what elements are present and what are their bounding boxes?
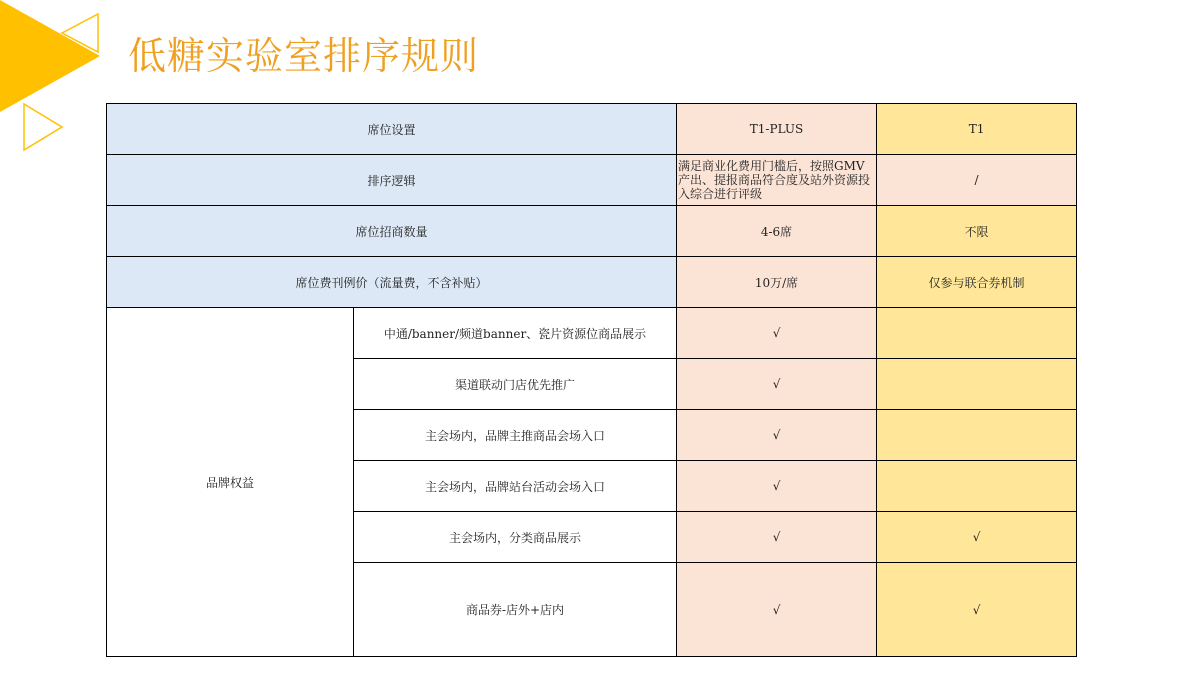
row-value-cell: 仅参与联合券机制 (877, 257, 1077, 308)
benefit-check-cell (877, 461, 1077, 512)
benefit-check-cell: √ (877, 512, 1077, 563)
table-row (107, 155, 1077, 206)
benefit-check-cell: √ (677, 308, 877, 359)
large-triangle-shape (0, 0, 100, 112)
header-tier1-plus-cell: T1-PLUS (677, 104, 877, 155)
row-label-cell: 席位费刊例价（流量费，不含补贴） (107, 257, 677, 308)
row-value-cell: 不限 (877, 206, 1077, 257)
ranking-rules-table (106, 103, 1077, 657)
row-value-cell: / (877, 155, 1077, 206)
header-label-cell: 席位设置 (107, 104, 677, 155)
benefit-check-cell: √ (677, 359, 877, 410)
table-row (107, 206, 1077, 257)
benefit-check-cell: √ (677, 461, 877, 512)
benefit-check-cell (877, 308, 1077, 359)
benefit-check-cell: √ (677, 512, 877, 563)
benefit-label-cell: 中通/banner/频道banner、瓷片资源位商品展示 (354, 308, 677, 359)
benefit-check-cell (877, 410, 1077, 461)
benefit-check-cell (877, 359, 1077, 410)
row-label-cell: 席位招商数量 (107, 206, 677, 257)
decorative-triangles (0, 0, 110, 160)
table-row (107, 257, 1077, 308)
table-row (107, 104, 1077, 155)
sorting-logic-cell: 满足商业化费用门槛后，按照GMV产出、提报商品符合度及站外资源投入综合进行评级 (677, 155, 877, 206)
outline-triangle-bottom (24, 104, 62, 150)
benefit-label-cell: 主会场内，品牌站台活动会场入口 (354, 461, 677, 512)
benefit-label-cell: 主会场内，分类商品展示 (354, 512, 677, 563)
row-label-cell: 排序逻辑 (107, 155, 677, 206)
benefit-label-cell: 主会场内，品牌主推商品会场入口 (354, 410, 677, 461)
benefit-check-cell: √ (677, 563, 877, 657)
benefit-check-cell: √ (877, 563, 1077, 657)
header-tier1-cell: T1 (877, 104, 1077, 155)
page-title: 低糖实验室排序规则 (128, 34, 480, 78)
row-value-cell: 4-6席 (677, 206, 877, 257)
brand-benefits-group-cell: 品牌权益 (107, 308, 354, 657)
row-value-cell: 10万/席 (677, 257, 877, 308)
benefit-label-cell: 商品券-店外+店内 (354, 563, 677, 657)
table-row (107, 308, 1077, 359)
benefit-label-cell: 渠道联动门店优先推广 (354, 359, 677, 410)
benefit-check-cell: √ (677, 410, 877, 461)
